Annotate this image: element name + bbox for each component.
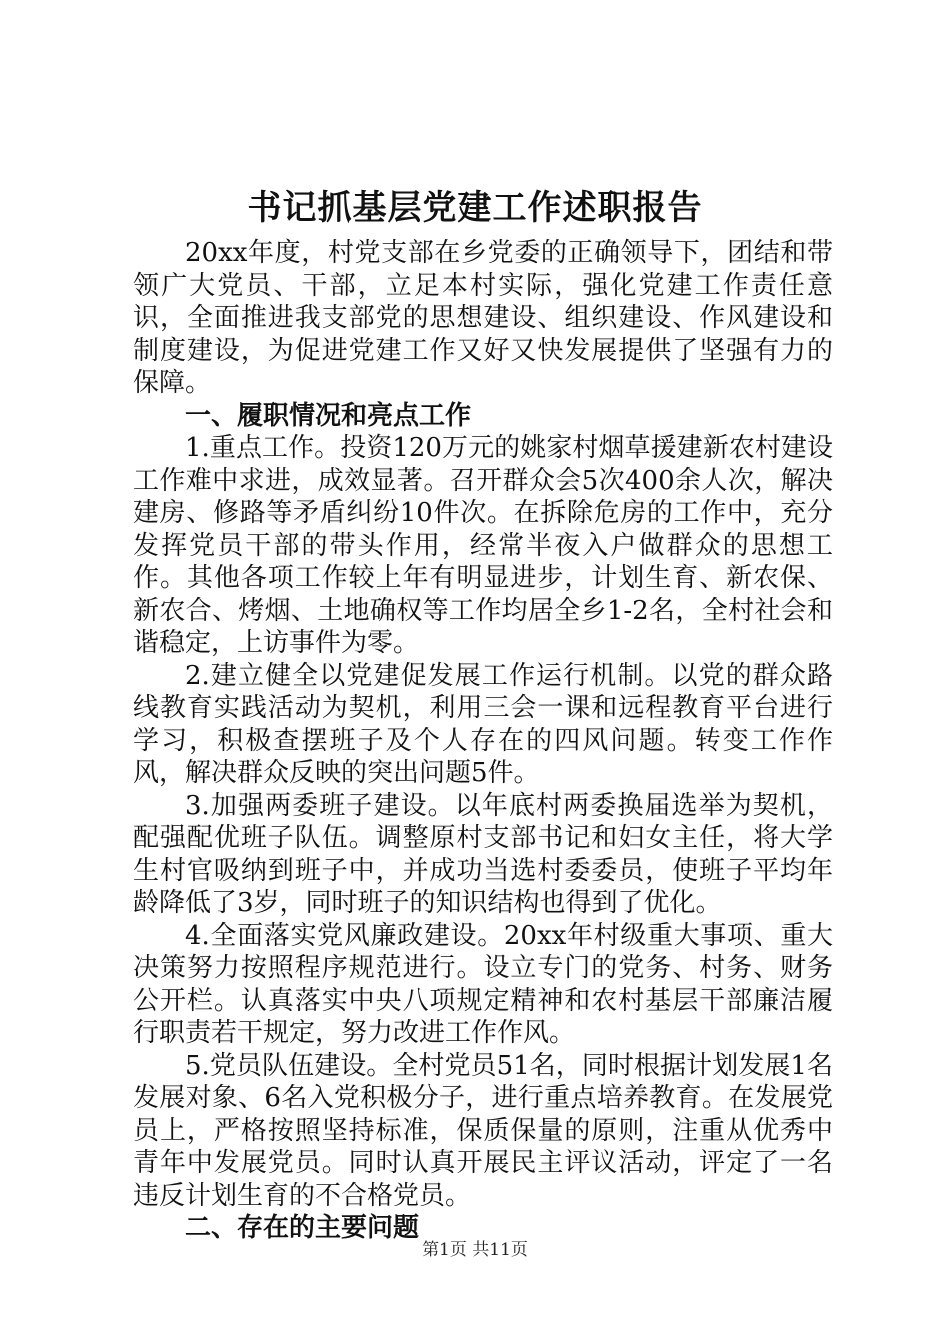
paragraph-item-2: 2.建立健全以党建促发展工作运行机制。以党的群众路线教育实践活动为契机，利用三会一课和远程教育平台进行学习，积极查摆班子及个人存在的四风问题。转变工作作风，解决群众反映的突出问题5件。: [133, 660, 833, 788]
paragraph-item-4: 4.全面落实党风廉政建设。20xx年村级重大事项、重大决策努力按照程序规范进行。设立专门的党务、村务、财务公开栏。认真落实中央八项规定精神和农村基层干部廉洁履行职责若干规定，努力改进工作作风。: [133, 920, 833, 1048]
paragraph-item-1: 1.重点工作。投资120万元的姚家村烟草援建新农村建设工作难中求进，成效显著。召开群众会5次400余人次，解决建房、修路等矛盾纠纷10件次。在拆除危房的工作中，充分发挥党员干部的带头作用，经常半夜入户做群众的思想工作。其他各项工作较上年有明显进步，计划生育、新农保、新农合、烤烟、土地确权等工作均居全乡1-2名，全村社会和谐稳定，上访事件为零。: [133, 433, 833, 658]
document-title: 书记抓基层党建工作述职报告: [247, 188, 703, 228]
paragraph-item-3: 3.加强两委班子建设。以年底村两委换届选举为契机，配强配优班子队伍。调整原村支部书记和妇女主任，将大学生村官吸纳到班子中，并成功当选村委委员，使班子平均年龄降低了3岁，同时班子的知识结构也得到了优化。: [133, 790, 833, 918]
document-body: [133, 237, 833, 1245]
paragraph-item-5: 5.党员队伍建设。全村党员51名，同时根据计划发展1名发展对象、6名入党积极分子，进行重点培养教育。在发展党员上，严格按照坚持标准，保质保量的原则，注重从优秀中青年中发展党员。同时认真开展民主评议活动，评定了一名违反计划生育的不合格党员。: [133, 1050, 833, 1211]
section-heading-1: 一、履职情况和亮点工作: [185, 400, 472, 431]
page-number-footer: 第1页 共11页: [422, 1240, 528, 1260]
section-heading-2: 二、存在的主要问题: [185, 1213, 420, 1243]
paragraph-intro: 20xx年度，村党支部在乡党委的正确领导下，团结和带领广大党员、干部，立足本村实际，强化党建工作责任意识，全面推进我支部党的思想建设、组织建设、作风建设和制度建设，为促进党建工作又好又快发展提供了坚强有力的保障。: [133, 238, 833, 398]
